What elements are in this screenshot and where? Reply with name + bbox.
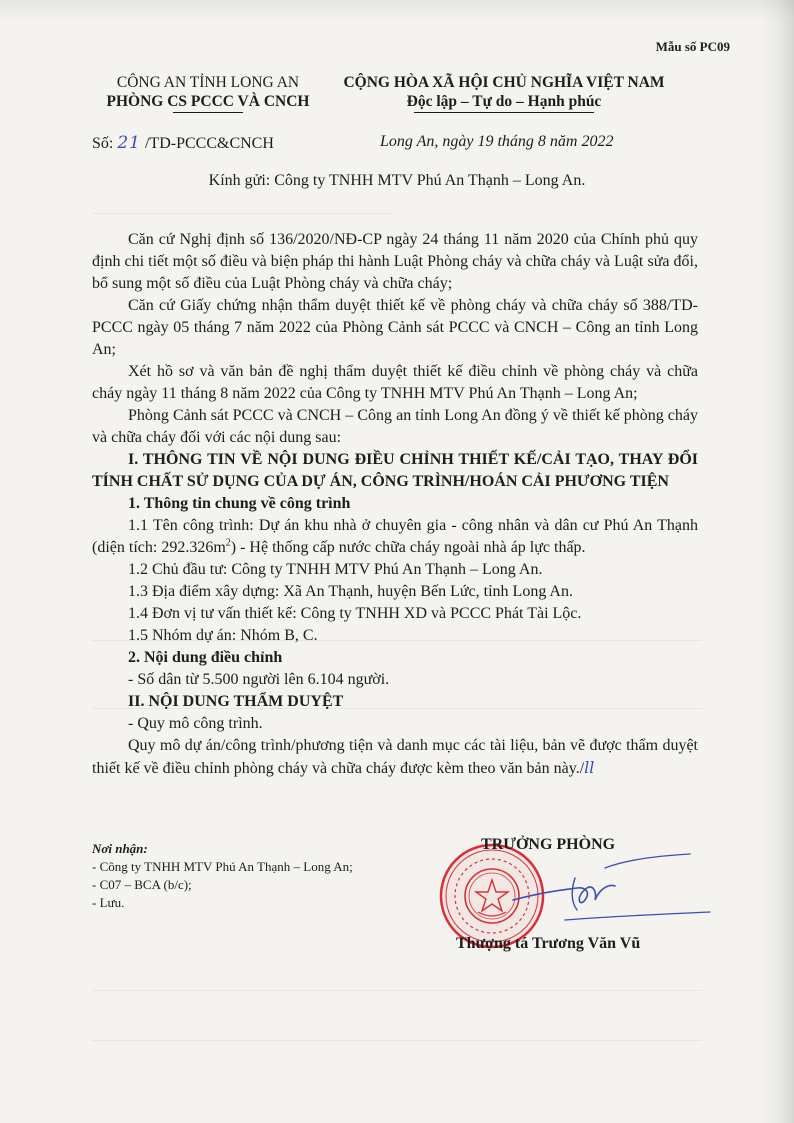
item-1-5: 1.5 Nhóm dự án: Nhóm B, C. bbox=[128, 627, 318, 644]
date-line: Long An, ngày 19 tháng 8 năm 2022 bbox=[380, 133, 614, 150]
handwritten-initial: ll bbox=[584, 758, 595, 777]
scan-shadow-top bbox=[0, 0, 794, 20]
handwritten-signature bbox=[505, 848, 715, 938]
recipient-item: - Lưu. bbox=[92, 895, 125, 910]
signatory-title: TRƯỞNG PHÒNG bbox=[481, 836, 616, 853]
form-number: Mẫu số PC09 bbox=[655, 39, 730, 54]
paragraph-legal-basis-1: Căn cứ Nghị định số 136/2020/NĐ-CP ngày 24 tháng 11 năm 2020 của Chính phủ quy định chi tiết một số điều và biện pháp thi hành Luật Phòng cháy và chữa cháy và Luật sửa đổi, bổ sung một số điều của Luật Phòng cháy và chữa cháy; bbox=[92, 231, 698, 292]
paragraph-approval: Phòng Cảnh sát PCCC và CNCH – Công an tỉnh Long An đồng ý về thiết kế phòng cháy và chữa cháy đối với các nội dung sau: bbox=[92, 407, 698, 446]
header-underline bbox=[173, 112, 243, 113]
scan-artifact bbox=[92, 213, 392, 214]
signatory-name: Thượng tá Trương Văn Vũ bbox=[456, 935, 641, 952]
item-2-1: - Số dân từ 5.500 người lên 6.104 người. bbox=[128, 671, 390, 688]
section-2-item: - Quy mô công trình. bbox=[128, 715, 263, 732]
section-1-2-title: 2. Nội dung điều chỉnh bbox=[128, 649, 283, 666]
closing-paragraph bbox=[92, 735, 698, 780]
item-1-1-superscript: 2 bbox=[225, 537, 231, 549]
item-1-4: 1.4 Đơn vị tư vấn thiết kế: Công ty TNHH XD và PCCC Phát Tài Lộc. bbox=[128, 605, 582, 622]
paragraph-dossier: Xét hồ sơ và văn bản đề nghị thẩm duyệt thiết kế điều chỉnh về phòng cháy và chữa cháy ngày 11 tháng 8 năm 2022 của Công ty TNHH MTV Phú An Thạnh – Long An; bbox=[92, 363, 698, 402]
national-motto: Độc lập – Tự do – Hạnh phúc bbox=[406, 93, 602, 110]
issuer-header bbox=[98, 73, 318, 113]
item-1-3: 1.3 Địa điểm xây dựng: Xã An Thạnh, huyện Bến Lức, tỉnh Long An. bbox=[128, 583, 573, 600]
recipient-item: - Công ty TNHH MTV Phú An Thạnh – Long An; bbox=[92, 859, 353, 874]
scan-shadow-right bbox=[760, 0, 794, 1123]
doc-number-handwritten: 21 bbox=[117, 133, 141, 153]
doc-number-prefix: Số: bbox=[92, 135, 114, 152]
document-number bbox=[92, 133, 274, 153]
section-1-1-title: 1. Thông tin chung về công trình bbox=[128, 495, 351, 512]
issuer-department: PHÒNG CS PCCC VÀ CNCH bbox=[106, 93, 310, 110]
item-1-1-text-end: ) - Hệ thống cấp nước chữa cháy ngoài nhà áp lực thấp. bbox=[230, 539, 586, 556]
motto-underline bbox=[414, 112, 594, 113]
paragraph-legal-basis-2: Căn cứ Giấy chứng nhận thẩm duyệt thiết kế về phòng cháy và chữa cháy số 388/TD-PCCC ngày 05 tháng 7 năm 2022 của Phòng Cảnh sát PCCC và CNCH – Công an tỉnh Long An; bbox=[92, 297, 698, 358]
section-2-title: II. NỘI DUNG THẨM DUYỆT bbox=[128, 693, 344, 710]
doc-number-suffix: /TD-PCCC&CNCH bbox=[144, 135, 274, 152]
national-title: CỘNG HÒA XÃ HỘI CHỦ NGHĨA VIỆT NAM bbox=[343, 74, 665, 91]
item-1-1 bbox=[92, 515, 698, 559]
scan-artifact bbox=[92, 1040, 702, 1041]
recipients-list bbox=[92, 840, 353, 912]
closing-text: Quy mô dự án/công trình/phương tiện và danh mục các tài liệu, bản vẽ được thẩm duyệt thiết kế về điều chỉnh phòng cháy và chữa cháy được kèm theo văn bản này./ bbox=[92, 737, 698, 777]
national-header bbox=[318, 73, 690, 113]
recipient-line: Kính gửi: Công ty TNHH MTV Phú An Thạnh – Long An. bbox=[208, 172, 586, 189]
recipients-title: Nơi nhận: bbox=[92, 841, 148, 856]
scan-artifact bbox=[92, 990, 702, 991]
item-1-2: 1.2 Chủ đầu tư: Công ty TNHH MTV Phú An Thạnh – Long An. bbox=[128, 561, 543, 578]
item-1-1-text: 1.1 Tên công trình: Dự án khu nhà ở chuyên gia - công nhân và dân cư Phú An Thạnh (diện tích: 292.326m bbox=[92, 517, 698, 556]
recipient-item: - C07 – BCA (b/c); bbox=[92, 877, 192, 892]
document-body bbox=[92, 229, 698, 780]
issuer-agency: CÔNG AN TỈNH LONG AN bbox=[116, 74, 300, 91]
section-1-title: I. THÔNG TIN VỀ NỘI DUNG ĐIỀU CHỈNH THIẾT KẾ/CẢI TẠO, THAY ĐỔI TÍNH CHẤT SỬ DỤNG CỦA DỰ ÁN, CÔNG TRÌNH/HOÁN CẢI PHƯƠNG TIỆN bbox=[92, 451, 698, 490]
